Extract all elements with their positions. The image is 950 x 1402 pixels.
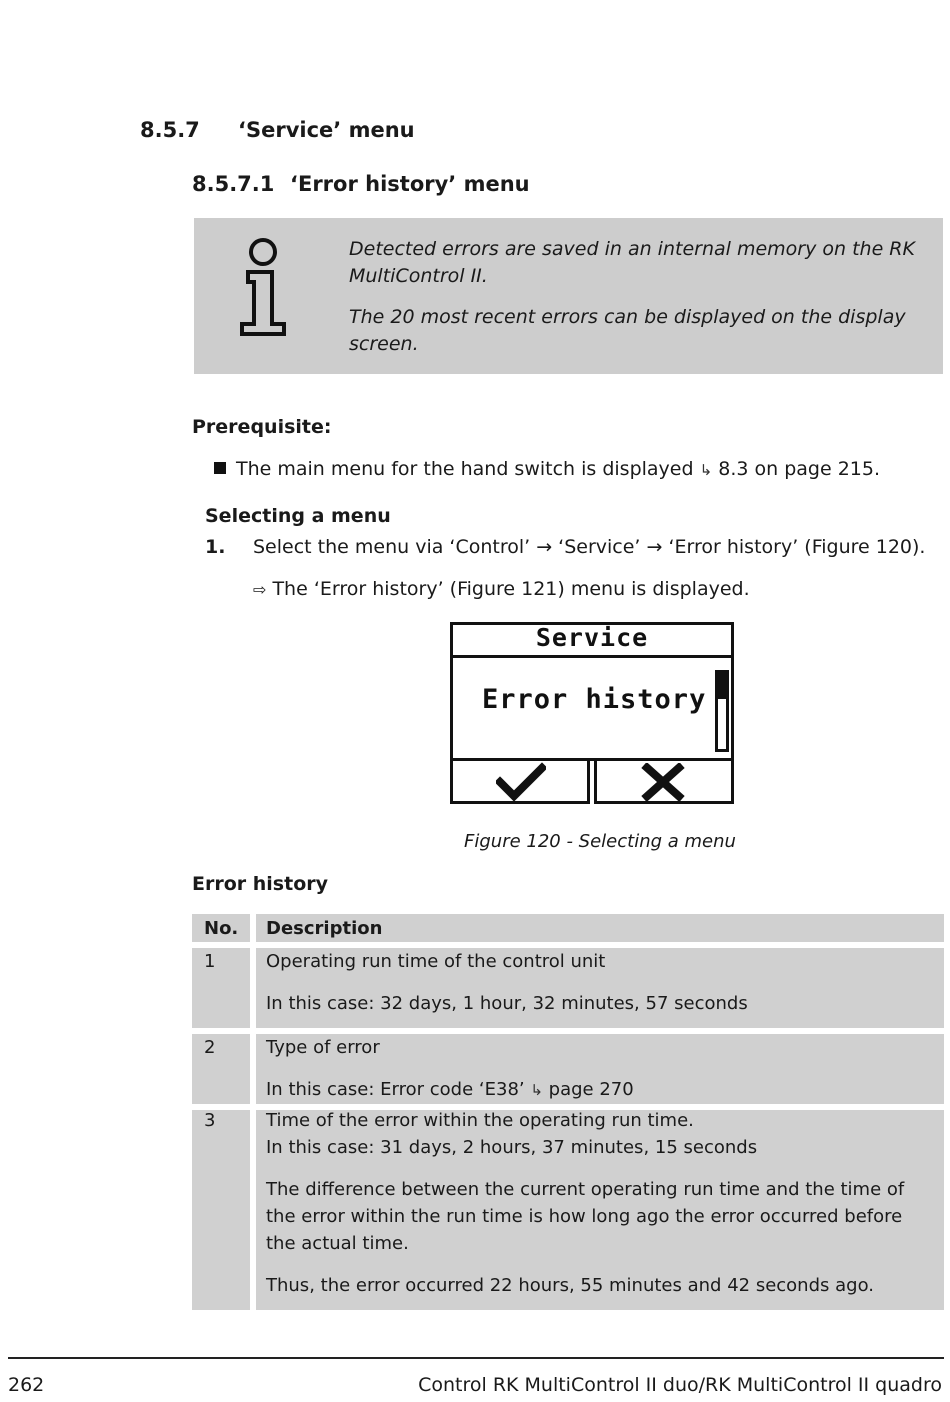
- selecting-heading: Selecting a menu: [205, 505, 391, 527]
- info-text: [349, 236, 919, 372]
- row-number: 3: [192, 1110, 250, 1310]
- header-no: No.: [192, 914, 250, 942]
- step-result: [253, 578, 750, 600]
- row-description: [256, 948, 944, 1028]
- step-text: Select the menu via ‘Control’ → ‘Service’ → ‘Error history’ (Figure 120).: [253, 536, 926, 558]
- info-box: [194, 218, 943, 374]
- row-number: 1: [192, 948, 250, 1028]
- ref-arrow-icon: ↳: [699, 461, 713, 479]
- prerequisite-heading: Prerequisite:: [192, 416, 332, 438]
- prerequisite-reference-link[interactable]: 8.3 on page 215.: [718, 458, 880, 480]
- row-line: Type of error: [266, 1037, 380, 1058]
- step-number: 1.: [205, 536, 226, 558]
- error-history-heading: Error history: [192, 873, 328, 895]
- step-result-text: The ‘Error history’ (Figure 121) menu is displayed.: [272, 578, 750, 600]
- prerequisite-bullet: [214, 458, 880, 480]
- ref-arrow-icon: ↳: [530, 1081, 543, 1099]
- info-icon: [236, 238, 294, 338]
- lcd-screen-figure: [450, 622, 734, 804]
- row-paragraph: Thus, the error occurred 22 hours, 55 minutes and 42 seconds ago.: [266, 1275, 874, 1296]
- checkmark-icon: [496, 762, 546, 802]
- figure-caption: Figure 120 - Selecting a menu: [464, 831, 736, 852]
- prerequisite-bullet-text: The main menu for the hand switch is displayed: [236, 458, 694, 480]
- row-line: Time of the error within the operating run time.: [266, 1110, 694, 1131]
- footer-divider: [8, 1357, 944, 1359]
- row-line: In this case: 32 days, 1 hour, 32 minutes, 57 seconds: [266, 993, 748, 1014]
- info-paragraph-2: The 20 most recent errors can be displayed on the display screen.: [349, 306, 906, 355]
- lcd-menu-item: Error history: [482, 684, 707, 715]
- header-description: Description: [256, 914, 944, 942]
- subsection-number: 8.5.7.1: [192, 172, 275, 196]
- row-paragraph: The difference between the current operating run time and the time of the error within the run time is how long ago the error occurred before the actual time.: [266, 1179, 905, 1254]
- table-row: [192, 1110, 944, 1310]
- error-code-reference-link[interactable]: page 270: [548, 1079, 634, 1100]
- info-paragraph-1: Detected errors are saved in an internal memory on the RK MultiControl II.: [349, 238, 915, 287]
- section-title: ‘Service’ menu: [238, 118, 415, 142]
- document-title: Control RK MultiControl II duo/RK MultiControl II quadro: [418, 1374, 942, 1396]
- lcd-title: Service: [535, 623, 649, 652]
- row-line: [266, 1076, 936, 1104]
- page-number: 262: [8, 1374, 45, 1396]
- section-number: 8.5.7: [140, 118, 200, 142]
- row-line: In this case: 31 days, 2 hours, 37 minutes, 15 seconds: [266, 1137, 758, 1158]
- row-line-text: In this case: Error code ‘E38’: [266, 1079, 525, 1100]
- table-row: [192, 948, 944, 1028]
- lcd-scrollbar-thumb: [718, 673, 726, 699]
- bullet-square-icon: [214, 462, 226, 474]
- table-row: [192, 1034, 944, 1104]
- row-line: Operating run time of the control unit: [266, 951, 606, 972]
- table-header: [192, 914, 944, 942]
- row-number: 2: [192, 1034, 250, 1104]
- lcd-scrollbar: [715, 670, 729, 752]
- row-description: [256, 1110, 944, 1310]
- subsection-title: ‘Error history’ menu: [290, 172, 530, 196]
- row-description: [256, 1034, 944, 1104]
- cross-icon: [640, 763, 686, 801]
- result-arrow-icon: ⇨: [253, 580, 267, 599]
